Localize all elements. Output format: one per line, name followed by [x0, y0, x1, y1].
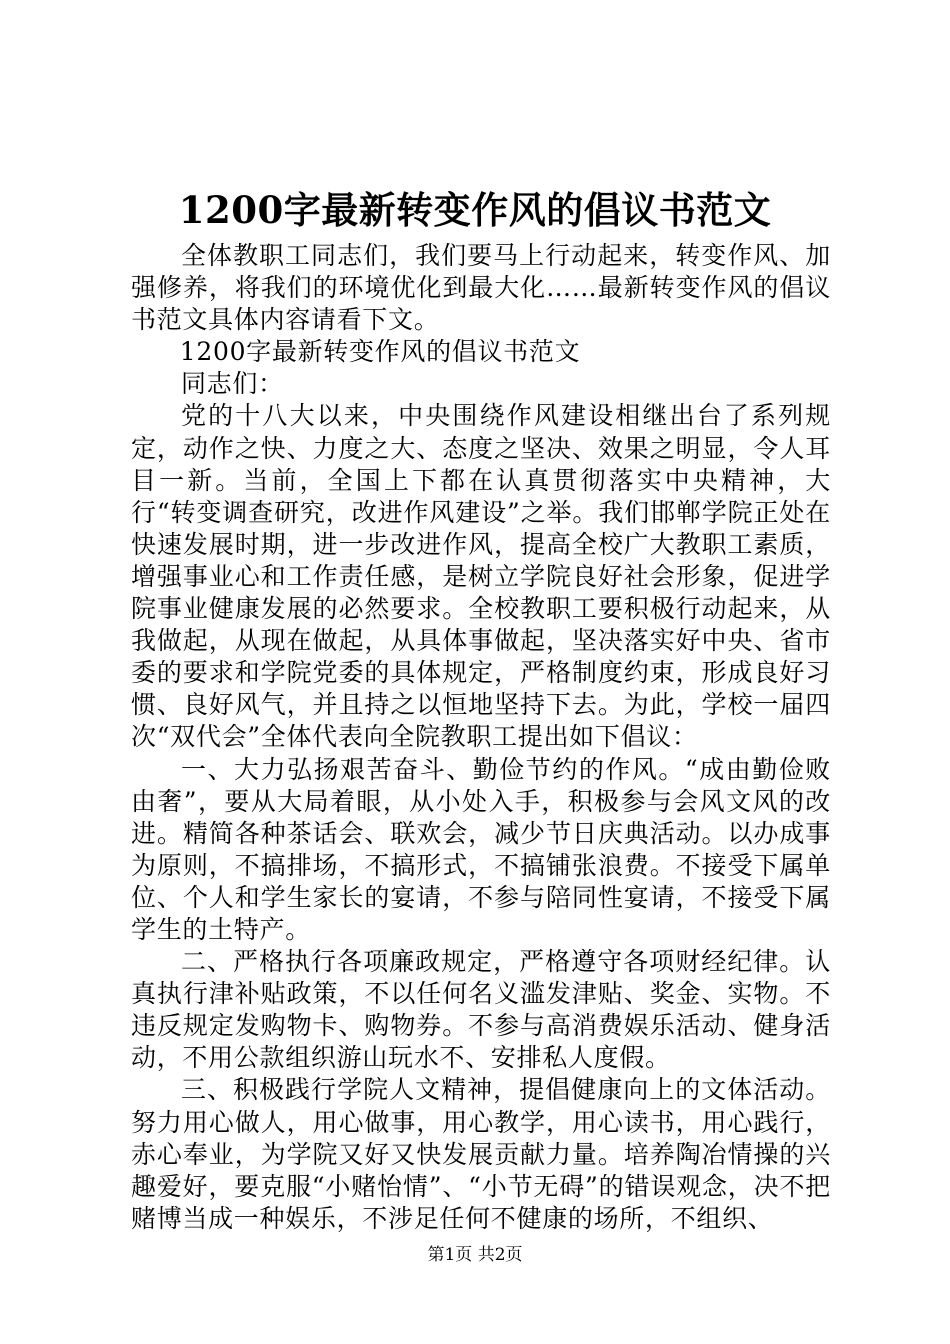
subtitle-paragraph: 1200字最新转变作风的倡议书范文: [179, 337, 581, 367]
page-number-footer: 第1页 共2页: [427, 1245, 523, 1265]
document-body: [131, 240, 831, 1235]
body-paragraph-item-3: 三、积极践行学院人文精神，提倡健康向上的文体活动。努力用心做人，用心做事，用心教学，用心读书，用心践行，赤心奉业，为学院又好又快发展贡献力量。培养陶冶情操的兴趣爱好，要克服“小赌怡情”、“小节无碍”的错误观念，决不把赌博当成一种娱乐，不涉足任何不健康的场所，不组织、: [131, 1075, 831, 1233]
body-paragraph-item-1: 一、大力弘扬艰苦奋斗、勤俭节约的作风。“成由勤俭败由奢”，要从大局着眼，从小处入手，积极参与会风文风的改进。精简各种茶话会、联欢会，减少节日庆典活动。以办成事为原则，不搞排场，不搞形式，不搞铺张浪费。不接受下属单位、个人和学生家长的宴请，不参与陪同性宴请，不接受下属学生的土特产。: [131, 754, 831, 944]
body-paragraph-item-2: 二、严格执行各项廉政规定，严格遵守各项财经纪律。认真执行津补贴政策，不以任何名义滥发津贴、奖金、实物。不违反规定发购物卡、购物券。不参与高消费娱乐活动、健身活动，不用公款组织游山玩水不、安排私人度假。: [131, 947, 831, 1073]
body-paragraph-main: 党的十八大以来，中央围绕作风建设相继出台了系列规定，动作之快、力度之大、态度之坚决、效果之明显，令人耳目一新。当前，全国上下都在认真贯彻落实中央精神，大行“转变调查研究，改进作风建设”之举。我们邯郸学院正处在快速发展时期，进一步改进作风，提高全校广大教职工素质，增强事业心和工作责任感，是树立学院良好社会形象，促进学院事业健康发展的必然要求。全校教职工要积极行动起来，从我做起，从现在做起，从具体事做起，坚决落实好中央、省市委的要求和学院党委的具体规定，严格制度约束，形成良好习惯、良好风气，并且持之以恒地坚持下去。为此，学校一届四次“双代会”全体代表向全院教职工提出如下倡议：: [131, 401, 831, 752]
intro-paragraph: 全体教职工同志们，我们要马上行动起来，转变作风、加强修养，将我们的环境优化到最大化……最新转变作风的倡议书范文具体内容请看下文。: [131, 241, 831, 335]
document-title: 1200字最新转变作风的倡议书范文: [178, 188, 772, 232]
salutation-paragraph: 同志们：: [181, 369, 284, 399]
